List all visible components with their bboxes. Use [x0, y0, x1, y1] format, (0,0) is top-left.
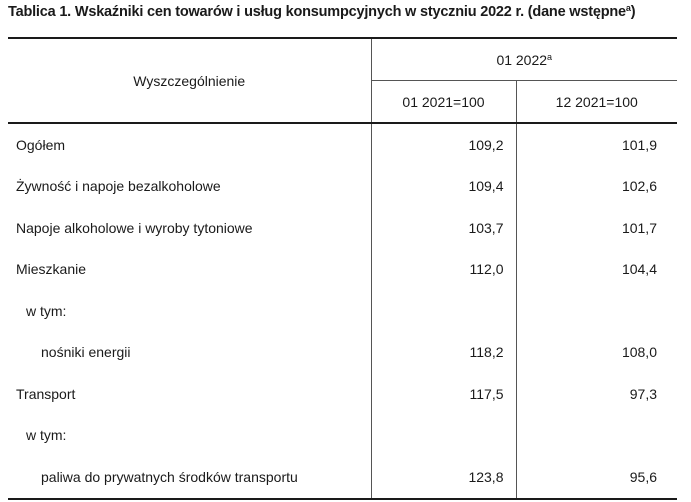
row-value-m-on-m: 102,6	[516, 166, 677, 208]
row-label: Transport	[16, 385, 76, 402]
table-row	[8, 207, 677, 249]
row-value-y-on-y	[371, 415, 516, 457]
table-row	[8, 456, 677, 499]
row-value-m-on-m: 104,4	[516, 249, 677, 291]
header-group-footnote-mark: a	[547, 51, 553, 62]
table-row	[8, 123, 677, 166]
row-value-m-on-m: 95,6	[516, 456, 677, 499]
table-title-footnote-mark: a	[625, 3, 631, 13]
row-label: Napoje alkoholowe i wyroby tytoniowe	[16, 219, 253, 236]
row-value-m-on-m: 101,9	[516, 123, 677, 166]
header-group	[371, 38, 677, 81]
row-label: paliwa do prywatnych środków transportu	[8, 456, 371, 499]
row-value-m-on-m: 108,0	[516, 332, 677, 374]
row-value-y-on-y: 103,7	[371, 207, 516, 249]
table-row	[8, 415, 677, 457]
row-value-y-on-y: 118,2	[371, 332, 516, 374]
row-value-y-on-y: 109,2	[371, 123, 516, 166]
table-row	[8, 290, 677, 332]
table-row	[8, 166, 677, 208]
header-sub-1: 01 2021=100	[371, 81, 516, 124]
row-value-m-on-m	[516, 415, 677, 457]
row-label: nośniki energii	[41, 344, 131, 361]
row-value-y-on-y: 112,0	[371, 249, 516, 291]
row-label: w tym:	[26, 302, 67, 319]
row-label: Ogółem	[16, 136, 66, 153]
price-index-table	[8, 37, 677, 500]
table-title-close: )	[630, 4, 636, 20]
row-value-y-on-y: 117,5	[371, 373, 516, 415]
table-title	[8, 4, 688, 20]
header-name-column	[8, 38, 371, 123]
row-value-m-on-m	[516, 290, 677, 332]
row-value-m-on-m: 97,3	[516, 373, 677, 415]
header-name-label: Wyszczególnienie	[133, 72, 246, 89]
row-value-y-on-y	[371, 290, 516, 332]
row-label: w tym:	[26, 427, 67, 444]
table-row	[8, 373, 677, 415]
row-value-y-on-y: 123,8	[371, 456, 516, 499]
row-value-y-on-y: 109,4	[371, 166, 516, 208]
row-value-m-on-m: 101,7	[516, 207, 677, 249]
row-label: Mieszkanie	[16, 261, 87, 278]
table-title-text: Tablica 1. Wskaźniki cen towarów i usług konsumpcyjnych w styczniu 2022 r. (dane wstępne	[8, 4, 626, 20]
header-group-label: 01 2022	[496, 51, 548, 68]
row-label: Żywność i napoje bezalkoholowe	[16, 178, 221, 195]
table-row	[8, 249, 677, 291]
header-sub-2: 12 2021=100	[516, 81, 677, 124]
table-row	[8, 332, 677, 374]
